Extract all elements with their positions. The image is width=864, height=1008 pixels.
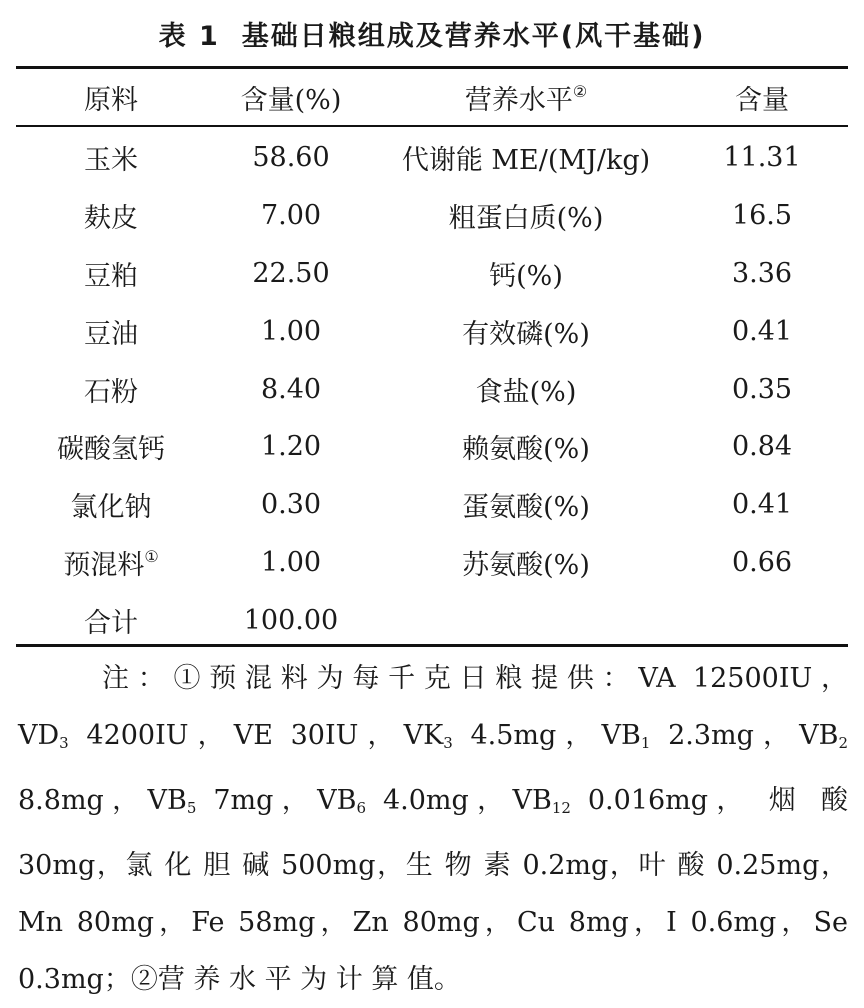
footnote-marker-2: ② bbox=[572, 82, 588, 101]
nutrient-cell bbox=[376, 360, 676, 418]
value-cell-text: 3.36 bbox=[731, 257, 793, 289]
nutrient-cell-text: 食盐(%) bbox=[475, 376, 577, 408]
amount-cell bbox=[206, 534, 376, 592]
amount-cell-text: 8.40 bbox=[260, 373, 322, 405]
table-body bbox=[16, 129, 848, 649]
header-nutrient-label: 营养水平 bbox=[464, 85, 573, 116]
note-line-5: Mn 80mg，Fe 58mg，Zn 80mg，Cu 8mg，I 0.6mg，Se bbox=[18, 907, 848, 938]
nutrient-cell bbox=[376, 591, 676, 649]
note-subscript: 3 bbox=[443, 734, 453, 752]
nutrient-cell bbox=[376, 245, 676, 303]
note-subscript: 5 bbox=[186, 799, 197, 817]
table-note bbox=[18, 650, 848, 1008]
table-row bbox=[16, 476, 848, 534]
ingredient-cell-text: 预混料 bbox=[63, 549, 145, 581]
note-line-6: 0.3mg；②营 养 水 平 为 计 算 值。 bbox=[18, 964, 461, 995]
note-subscript: 3 bbox=[59, 734, 69, 752]
value-cell bbox=[676, 302, 848, 360]
value-cell-text: 0.35 bbox=[731, 373, 793, 405]
note-text: 4.5mg，VB bbox=[452, 720, 641, 751]
value-cell-text: 0.41 bbox=[731, 315, 793, 347]
table-row bbox=[16, 187, 848, 245]
value-cell bbox=[676, 418, 848, 476]
value-cell bbox=[676, 129, 848, 187]
amount-cell-text: 1.00 bbox=[260, 546, 322, 578]
ingredient-cell-text: 氯化钠 bbox=[70, 492, 152, 524]
amount-cell-text: 7.00 bbox=[260, 200, 322, 232]
amount-cell-text: 58.60 bbox=[252, 142, 330, 174]
ingredient-cell bbox=[16, 591, 206, 649]
table-row bbox=[16, 591, 848, 649]
header-amount: 含量(%) bbox=[240, 85, 342, 116]
note-line-2 bbox=[18, 707, 848, 772]
ingredient-cell-text: 碳酸氢钙 bbox=[57, 434, 165, 466]
ingredient-cell-text: 合计 bbox=[84, 607, 138, 639]
table-number: 表 1 bbox=[158, 21, 220, 52]
note-line-1: 注：①预混料为每千克日粮提供：VA 12500IU， bbox=[102, 663, 848, 694]
amount-cell bbox=[206, 418, 376, 476]
table-row bbox=[16, 302, 848, 360]
ingredient-cell bbox=[16, 476, 206, 534]
amount-cell-text: 22.50 bbox=[252, 257, 330, 289]
table-row bbox=[16, 418, 848, 476]
value-cell-text: 0.66 bbox=[731, 546, 793, 578]
amount-cell bbox=[206, 476, 376, 534]
value-cell-text: 16.5 bbox=[731, 200, 793, 232]
nutrient-cell-text: 蛋氨酸(%) bbox=[462, 492, 590, 524]
ingredient-cell-text: 豆粕 bbox=[84, 260, 138, 292]
ingredient-cell bbox=[16, 360, 206, 418]
nutrient-cell bbox=[376, 129, 676, 187]
note-text: 8.8mg，VB bbox=[18, 785, 187, 816]
ingredient-cell bbox=[16, 418, 206, 476]
ingredient-cell-text: 麸皮 bbox=[84, 203, 138, 235]
ingredient-cell bbox=[16, 245, 206, 303]
amount-cell bbox=[206, 245, 376, 303]
nutrient-cell bbox=[376, 302, 676, 360]
header-row bbox=[16, 70, 848, 125]
nutrient-cell-text: 粗蛋白质(%) bbox=[448, 203, 604, 235]
amount-cell bbox=[206, 591, 376, 649]
nutrient-cell bbox=[376, 418, 676, 476]
note-text: 0.016mg， 烟 酸 bbox=[570, 785, 848, 816]
table-row bbox=[16, 360, 848, 418]
amount-cell-text: 0.30 bbox=[260, 489, 322, 521]
value-cell-text: 0.41 bbox=[731, 489, 793, 521]
amount-cell bbox=[206, 360, 376, 418]
value-cell bbox=[676, 534, 848, 592]
ingredient-cell bbox=[16, 302, 206, 360]
value-cell-text: 11.31 bbox=[723, 142, 801, 174]
note-text: 4.0mg，VB bbox=[366, 785, 552, 816]
nutrient-cell bbox=[376, 476, 676, 534]
ingredient-cell-text: 豆油 bbox=[84, 318, 138, 350]
nutrient-cell-text: 有效磷(%) bbox=[462, 318, 590, 350]
nutrient-cell-text: 代谢能 ME/(MJ/kg) bbox=[401, 145, 651, 177]
table-row bbox=[16, 245, 848, 303]
header-rule bbox=[16, 125, 848, 127]
header-nutrient-level bbox=[376, 70, 676, 125]
header-ingredient: 原料 bbox=[84, 85, 138, 116]
table-row bbox=[16, 534, 848, 592]
amount-cell bbox=[206, 187, 376, 245]
nutrient-cell-text: 苏氨酸(%) bbox=[462, 549, 590, 581]
table-row bbox=[16, 129, 848, 187]
ingredient-cell bbox=[16, 187, 206, 245]
ingredient-cell-text: 石粉 bbox=[84, 376, 138, 408]
note-subscript: 2 bbox=[838, 734, 849, 752]
header-content: 含量 bbox=[735, 85, 789, 116]
value-cell bbox=[676, 476, 848, 534]
amount-cell bbox=[206, 302, 376, 360]
value-cell bbox=[676, 245, 848, 303]
value-cell bbox=[676, 187, 848, 245]
note-subscript: 1 bbox=[640, 734, 651, 752]
top-rule bbox=[16, 66, 848, 69]
value-cell bbox=[676, 360, 848, 418]
note-line-4: 30mg，氯 化 胆 碱 500mg，生 物 素 0.2mg，叶 酸 0.25mg， bbox=[18, 850, 848, 881]
ingredient-cell bbox=[16, 534, 206, 592]
note-subscript: 12 bbox=[551, 799, 571, 817]
nutrient-cell-text: 钙(%) bbox=[489, 260, 563, 292]
ingredient-cell-text: 玉米 bbox=[84, 145, 138, 177]
value-cell-text: 0.84 bbox=[731, 431, 793, 463]
nutrient-cell bbox=[376, 187, 676, 245]
amount-cell bbox=[206, 129, 376, 187]
nutrient-cell bbox=[376, 534, 676, 592]
nutrient-cell-text: 赖氨酸(%) bbox=[462, 434, 590, 466]
amount-cell-text: 1.20 bbox=[260, 431, 322, 463]
note-line-3 bbox=[18, 772, 848, 837]
table-header bbox=[16, 70, 848, 125]
table-title bbox=[0, 14, 864, 53]
amount-cell-text: 100.00 bbox=[243, 604, 339, 636]
note-text: 2.3mg，VB bbox=[650, 720, 839, 751]
note-text: 4200IU，VE 30IU，VK bbox=[68, 720, 444, 751]
table-caption: 基础日粮组成及营养水平(风干基础) bbox=[241, 21, 706, 52]
ingredient-cell bbox=[16, 129, 206, 187]
footnote-marker: ① bbox=[144, 546, 159, 566]
note-text: 7mg，VB bbox=[196, 785, 357, 816]
note-subscript: 6 bbox=[356, 799, 367, 817]
amount-cell-text: 1.00 bbox=[260, 315, 322, 347]
note-text: VD bbox=[18, 720, 60, 751]
value-cell bbox=[676, 591, 848, 649]
